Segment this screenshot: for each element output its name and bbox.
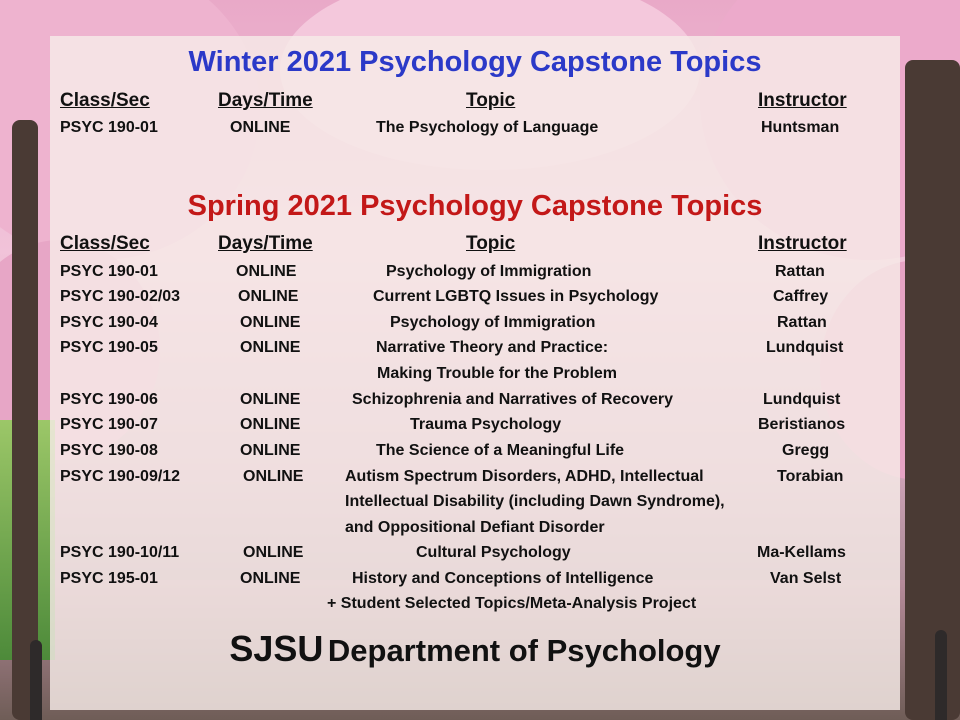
header-class-sec: Class/Sec	[60, 90, 150, 111]
days-time-cell: ONLINE	[240, 442, 301, 459]
header-topic: Topic	[466, 233, 516, 254]
topic-cell: Cultural Psychology	[416, 544, 571, 561]
instructor-cell: Rattan	[775, 263, 825, 280]
fence-post	[30, 640, 42, 720]
header-days-time: Days/Time	[218, 90, 313, 111]
days-time-cell: ONLINE	[236, 263, 297, 280]
topic-cell: Psychology of Immigration	[390, 314, 596, 331]
fence-post	[935, 630, 947, 720]
table-row	[50, 468, 900, 490]
sjsu-label: SJSU	[229, 628, 324, 669]
content-panel	[50, 36, 900, 710]
header-days-time: Days/Time	[218, 233, 313, 254]
class-sec-cell: PSYC 190-01	[60, 119, 158, 136]
table-row	[50, 314, 900, 336]
days-time-cell: ONLINE	[240, 570, 301, 587]
topic-cell: Psychology of Immigration	[386, 263, 592, 280]
topic-cell: The Psychology of Language	[376, 119, 599, 136]
spring-table-header	[50, 233, 900, 255]
table-row	[50, 570, 900, 592]
class-sec-cell: PSYC 195-01	[60, 570, 158, 587]
instructor-cell: Caffrey	[773, 288, 829, 305]
days-time-cell: ONLINE	[243, 544, 304, 561]
department-footer	[50, 628, 900, 670]
header-instructor: Instructor	[758, 233, 847, 254]
topic-cell: Making Trouble for the Problem	[377, 365, 618, 382]
topic-cell: The Science of a Meaningful Life	[376, 442, 625, 459]
tree-trunk	[905, 60, 960, 720]
days-time-cell: ONLINE	[240, 416, 301, 433]
class-sec-cell: PSYC 190-09/12	[60, 468, 181, 485]
class-sec-cell: PSYC 190-05	[60, 339, 158, 356]
topic-cell: Schizophrenia and Narratives of Recovery	[352, 391, 673, 408]
days-time-cell: ONLINE	[240, 339, 301, 356]
instructor-cell: Van Selst	[770, 570, 842, 587]
table-row	[50, 519, 900, 541]
table-row	[50, 544, 900, 566]
instructor-cell: Beristianos	[758, 416, 846, 433]
instructor-cell: Rattan	[777, 314, 827, 331]
table-row	[50, 442, 900, 464]
class-sec-cell: PSYC 190-01	[60, 263, 158, 280]
class-sec-cell: PSYC 190-06	[60, 391, 158, 408]
topic-cell: Intellectual Disability (including Dawn Syndrome),	[345, 493, 725, 510]
winter-table-header	[50, 90, 900, 112]
instructor-cell: Lundquist	[763, 391, 841, 408]
days-time-cell: ONLINE	[243, 468, 304, 485]
table-row	[50, 391, 900, 413]
instructor-cell: Torabian	[777, 468, 844, 485]
table-row	[50, 263, 900, 285]
instructor-cell: Lundquist	[766, 339, 844, 356]
table-row	[50, 339, 900, 361]
table-row	[50, 288, 900, 310]
topic-cell: and Oppositional Defiant Disorder	[345, 519, 605, 536]
table-row	[50, 493, 900, 515]
department-label: Department of Psychology	[327, 633, 721, 668]
table-row	[50, 119, 900, 141]
winter-title: Winter 2021 Psychology Capstone Topics	[188, 46, 762, 78]
topic-cell: Narrative Theory and Practice:	[376, 339, 609, 356]
spring-title: Spring 2021 Psychology Capstone Topics	[187, 190, 763, 222]
days-time-cell: ONLINE	[240, 314, 301, 331]
class-sec-cell: PSYC 190-10/11	[60, 544, 180, 561]
days-time-cell: ONLINE	[238, 288, 299, 305]
topic-cell: Trauma Psychology	[410, 416, 562, 433]
topic-cell: + Student Selected Topics/Meta-Analysis Project	[327, 595, 697, 612]
class-sec-cell: PSYC 190-08	[60, 442, 158, 459]
topic-cell: Current LGBTQ Issues in Psychology	[373, 288, 659, 305]
table-row	[50, 416, 900, 438]
instructor-cell: Huntsman	[761, 119, 840, 136]
topic-cell: History and Conceptions of Intelligence	[352, 570, 654, 587]
tree-trunk	[12, 120, 38, 720]
class-sec-cell: PSYC 190-02/03	[60, 288, 181, 305]
days-time-cell: ONLINE	[240, 391, 301, 408]
days-time-cell: ONLINE	[230, 119, 291, 136]
table-row	[50, 365, 900, 387]
topic-cell: Autism Spectrum Disorders, ADHD, Intellectual	[345, 468, 704, 485]
instructor-cell: Gregg	[782, 442, 830, 459]
header-instructor: Instructor	[758, 90, 847, 111]
instructor-cell: Ma-Kellams	[757, 544, 846, 561]
table-row	[50, 595, 900, 617]
class-sec-cell: PSYC 190-07	[60, 416, 158, 433]
header-topic: Topic	[466, 90, 516, 111]
header-class-sec: Class/Sec	[60, 233, 150, 254]
class-sec-cell: PSYC 190-04	[60, 314, 158, 331]
